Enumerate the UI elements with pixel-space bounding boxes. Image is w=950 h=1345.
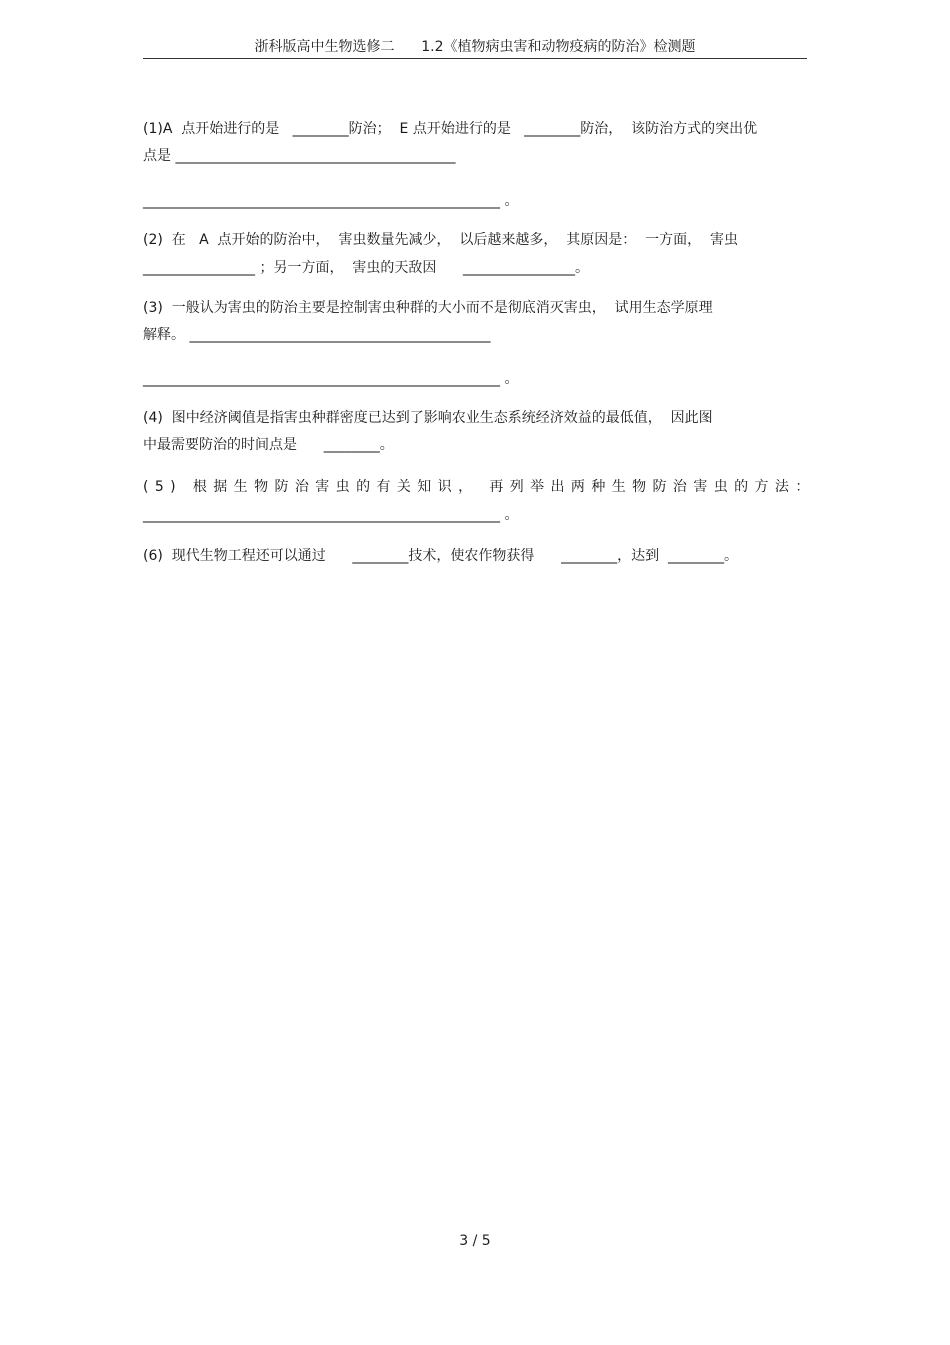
question-1-line-3: ___________________________________________________ 。	[143, 193, 519, 209]
question-2-line-2: ________________ ；另一方面， 害虫的天敌因 ________________。	[143, 260, 590, 276]
question-2-line-1: (2) 在 A 点开始的防治中， 害虫数量先减少， 以后越来越多， 其原因是： 一方面， 害虫	[143, 232, 739, 248]
question-1-line-2: 点是 ________________________________________	[143, 148, 456, 164]
header-divider	[143, 58, 807, 59]
question-5-line-2: ___________________________________________________ 。	[143, 507, 519, 523]
question-1-line-1: (1)A 点开始进行的是 ________防治； E 点开始进行的是 ________防治， 该防治方式的突出优	[143, 121, 758, 137]
question-3-line-3: ___________________________________________________ 。	[143, 371, 519, 387]
question-5-line-1: (5) 根据生物防治害虫的有关知识， 再列举出两种生物防治害虫的方法：	[143, 479, 816, 495]
question-3-line-2: 解释。 ___________________________________________	[143, 327, 491, 343]
question-4-line-1: (4) 图中经济阈值是指害虫种群密度已达到了影响农业生态系统经济效益的最低值， 因此图	[143, 410, 713, 426]
page-header-title: 浙科版高中生物选修二 1.2《植物病虫害和动物疫病的防治》检测题	[254, 39, 696, 55]
question-3-line-1: (3) 一般认为害虫的防治主要是控制害虫种群的大小而不是彻底消灭害虫， 试用生态学原理	[143, 300, 713, 316]
question-4-line-2: 中最需要防治的时间点是 ________。	[143, 437, 394, 453]
page-number: 3 / 5	[459, 1233, 491, 1249]
question-6-line-1: (6) 现代生物工程还可以通过 ________技术，使农作物获得 ________，达到 ________。	[143, 548, 739, 564]
